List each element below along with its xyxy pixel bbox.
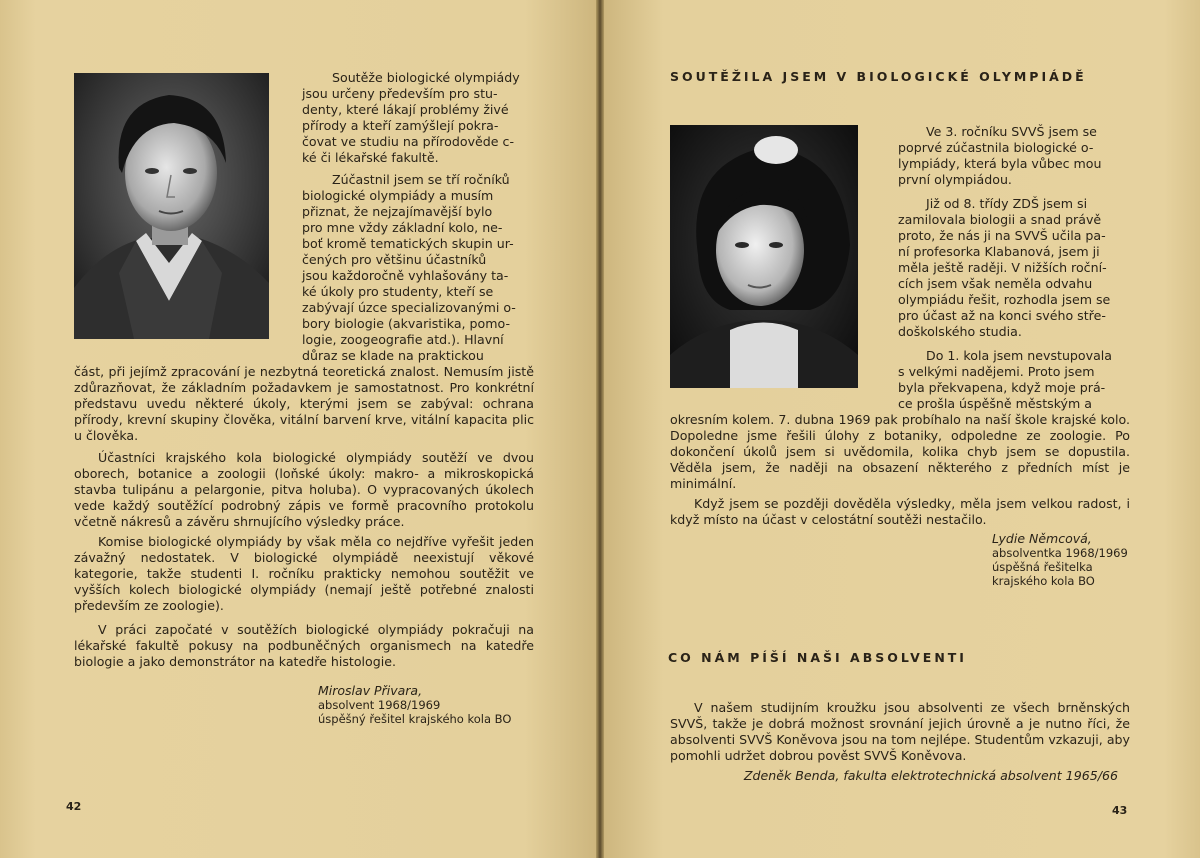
paragraph-text: V práci započaté v soutěžích biologické olympiády pokračuji na lékařské fakultě pokusy na podbuněčných organismech na katedře biologie a jako demonstrátor na katedře histologie.: [74, 622, 534, 669]
section-heading-graduates: CO NÁM PÍŠÍ NAŠI ABSOLVENTI: [668, 650, 967, 665]
paragraph-line: Ve 3. ročníku SVVŠ jsem se: [926, 124, 1097, 139]
paragraph-line: Již od 8. třídy ZDŠ jsem si: [926, 196, 1088, 211]
paragraph-line: olympiádu řešit, rozhodla jsem se: [898, 292, 1111, 307]
signature-achievement: úspěšný řešitel krajského kola BO: [318, 712, 512, 726]
paragraph-love-of-biology: [898, 196, 1130, 340]
paragraph-shortcoming: [74, 534, 534, 614]
paragraph-line: ce prošla úspěšně městským a: [898, 396, 1092, 411]
left-page: [0, 0, 596, 858]
paragraph-line: boť kromě tematických skupin ur-: [302, 236, 514, 251]
paragraph-line: první olympiádou.: [898, 172, 1012, 187]
paragraph-line: ké úkoly pro studenty, kteří se: [302, 284, 494, 299]
intro-line: jsou určeny především pro stu-: [302, 86, 498, 101]
paragraph-line: zabývají úzce specializovanými o-: [302, 300, 516, 315]
paragraph-first-participation: [898, 124, 1130, 188]
paragraph-text: okresním kolem. 7. dubna 1969 pak probíhalo na naší škole krajské kolo. Dopoledne jsme řešili úlohy z botaniky, odpoledne ze zoologie. Po dokončení úkolů jsem si uvědomila, kolika chyb jsem se dopustila. Věděla jsem, že naději na obsazení některého z předních míst je minimální.: [670, 412, 1130, 491]
paragraph-line: biologické olympiády a musím: [302, 188, 494, 203]
paragraph-text: Když jsem se později dověděla výsledky, měla jsem velkou radost, i když místo na účast v celostátní soutěži nestačilo.: [670, 496, 1130, 527]
signature-benda: [670, 768, 1118, 784]
article-heading: SOUTĚŽILA JSEM V BIOLOGICKÉ OLYMPIÁDĚ: [670, 69, 1087, 84]
paragraph-line: zamilovala biologii a snad právě: [898, 212, 1102, 227]
paragraph-line: poprvé zúčastnila biologické o-: [898, 140, 1094, 155]
paragraph-line: čených pro většinu účastníků: [302, 252, 487, 267]
paragraph-text: část, při jejímž zpracování je nezbytná teoretická znalost. Nemusím jistě zdůrazňovat, že základním požadavkem je samostatnost. Pro konkrétní představu uvedu některé úkoly, kterými jsem se zabýval: ochrana přírody, krevní skupiny člověka, vitální barvení krve, vitální kapacita plic u člověka.: [74, 364, 534, 443]
signature-name: Lydie Němcová,: [992, 531, 1092, 546]
paragraph-experience-continued: [74, 364, 534, 444]
signature-role: absolvent 1968/1969: [318, 698, 441, 712]
paragraph-experience: [302, 172, 534, 364]
paragraph-first-round: [898, 348, 1130, 412]
paragraph-line: měla ještě raději. V nižších roční-: [898, 260, 1107, 275]
paragraph-results: [670, 496, 1130, 528]
page-number-left: 42: [66, 800, 82, 813]
signature-role: absolventka 1968/1969: [992, 546, 1128, 560]
paragraph-line: Do 1. kola jsem nevstupovala: [926, 348, 1113, 363]
paragraph-line: cích jsem však neměla odvahu: [898, 276, 1093, 291]
intro-line: denty, které lákají problémy živé: [302, 102, 509, 117]
paragraph-line: s velkými nadějemi. Proto jsem: [898, 364, 1095, 379]
paragraph-line: Zúčastnil jsem se tří ročníků: [332, 172, 510, 187]
intro-line: Soutěže biologické olympiády: [332, 70, 520, 85]
signature-privara: [318, 684, 558, 726]
paragraph-text: V našem studijním kroužku jsou absolventi ze všech brněnských SVVŠ, takže je dobrá možnost srovnání jejich úrovně a je nutno říci, že absolventi SVVŠ Koněvova jsou na tom nejlépe. Studentům vzkazuji, aby pomohli udržet dobrou pověst SVVŠ Koněvova.: [670, 700, 1130, 763]
intro-line: přírody a kteří zamýšlejí pokra-: [302, 118, 499, 133]
paragraph-line: ní profesorka Klabanová, jsem ji: [898, 244, 1100, 259]
paragraph-line: bory biologie (akvaristika, pomo-: [302, 316, 510, 331]
paragraph-continuation: [74, 622, 534, 670]
right-page: [604, 0, 1200, 858]
paragraph-text: Komise biologické olympiády by však měla co nejdříve vyřešit jeden závažný nedostatek. V biologické olympiádě neexistují věkové kategorie, takže studenti I. ročníku prakticky nemohou soutěžit ve vyšších kolech biologické olympiády (nemají ještě potřebné znalosti především ze zoologie).: [74, 534, 534, 613]
paragraph-regional-round: [74, 450, 534, 530]
paragraph-line: doškolského studia.: [898, 324, 1022, 339]
paragraph-line: logie, zoogeografie atd.). Hlavní: [302, 332, 504, 347]
paragraph-regional-round-continued: [670, 412, 1130, 492]
signature-achievement-line: krajského kola BO: [992, 574, 1095, 588]
paragraph-line: důraz se klade na praktickou: [302, 348, 484, 363]
portrait-photo-young-woman: [670, 125, 858, 388]
signature-nemcova: [992, 532, 1172, 588]
paragraph-line: proto, že nás ji na SVVŠ učila pa-: [898, 228, 1106, 243]
signature-text: Zdeněk Benda, fakulta elektrotechnická absolvent 1965/66: [743, 768, 1118, 783]
paragraph-line: jsou každoročně vyhlašovány ta-: [302, 268, 509, 283]
page-number-right: 43: [1112, 804, 1128, 817]
intro-paragraph: [302, 70, 534, 166]
paragraph-line: pro mne vždy základní kolo, ne-: [302, 220, 503, 235]
intro-line: čovat ve studiu na přírodověde c-: [302, 134, 514, 149]
book-gutter: [596, 0, 604, 858]
intro-line: ké či lékařské fakultě.: [302, 150, 439, 165]
paragraph-line: byla překvapena, když moje prá-: [898, 380, 1106, 395]
signature-name: Miroslav Přivara,: [318, 683, 423, 698]
portrait-photo-young-man: [74, 73, 269, 339]
paragraph-line: pro účast až na konci svého stře-: [898, 308, 1106, 323]
paragraph-graduates: [670, 700, 1130, 764]
paragraph-line: lympiády, která byla vůbec mou: [898, 156, 1102, 171]
paragraph-text: Účastníci krajského kola biologické olympiády soutěží ve dvou oborech, botanice a zoologii (loňské úkoly: makro- a mikroskopická stavba tulipánu a pelargonie, pitva holuba). O vypracovaných úkolech vede každý soutěžící podrobný zápis ve formě pracovního protokolu včetně nákresů a závěru shrnujícího výsledky práce.: [74, 450, 534, 529]
signature-achievement: úspěšná řešitelka: [992, 560, 1093, 574]
paragraph-line: přiznat, že nejzajímavější bylo: [302, 204, 493, 219]
